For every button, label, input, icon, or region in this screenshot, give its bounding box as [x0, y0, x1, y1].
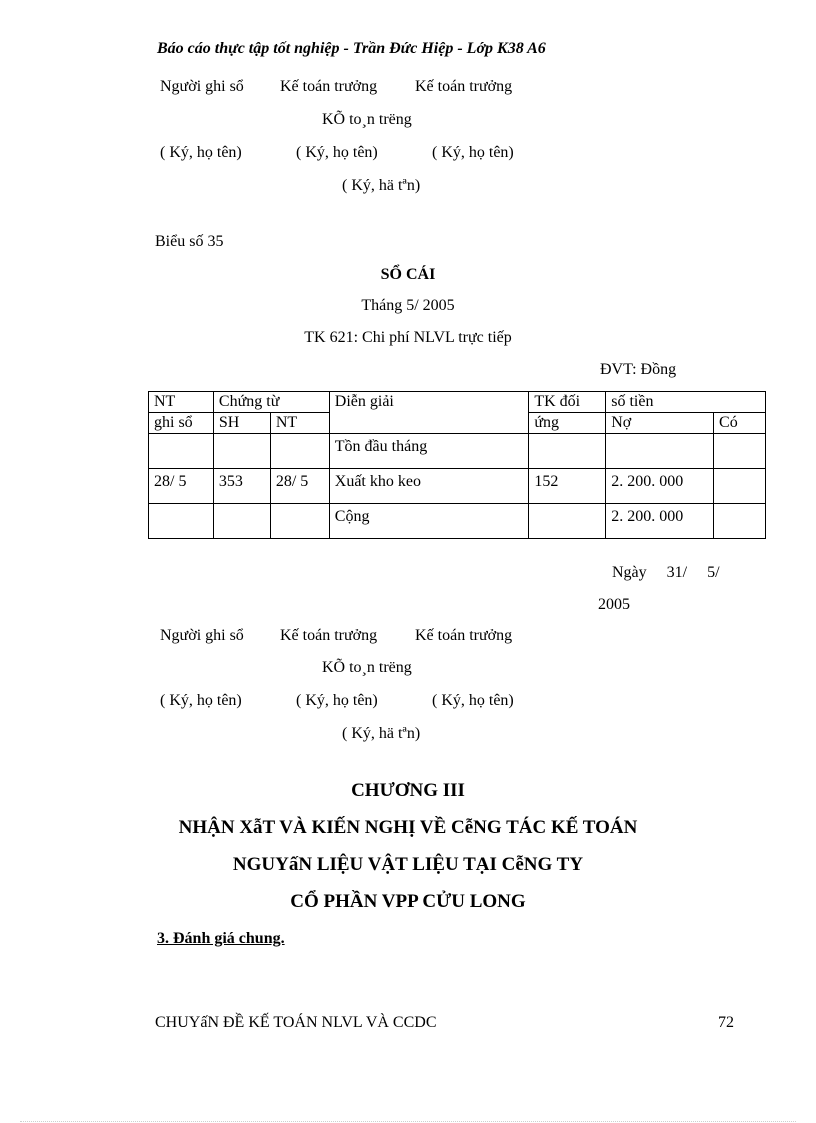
chapter-number: CHƯƠNG III	[351, 780, 465, 801]
exhibit-label: Biểu số 35	[155, 233, 224, 250]
ledger-title: SỔ CÁI	[380, 266, 436, 283]
page-number: 72	[718, 1014, 734, 1031]
role-chief-accountant-2: Kế toán trưởng	[415, 78, 513, 95]
header-no: Nợ	[606, 413, 714, 434]
cell-co	[714, 469, 766, 504]
ledger-account: TK 621: Chi phí NLVL trực tiếp	[304, 329, 512, 346]
sign-note-garbled: ( Ký, hä tªn)	[342, 725, 421, 742]
role-recorder: Người ghi sổ	[160, 78, 244, 95]
footer-title: CHUYấN ĐỀ KẾ TOÁN NLVL VÀ CCDC	[155, 1014, 437, 1031]
table-row	[149, 469, 766, 504]
role-chief-accountant: Kế toán trưởng	[280, 78, 378, 95]
currency-unit: ĐVT: Đồng	[600, 361, 677, 378]
cell-dien-giai: Tồn đầu tháng	[329, 434, 529, 469]
sign-note-1: ( Ký, họ tên)	[160, 692, 242, 709]
table-header-row	[149, 392, 766, 413]
date-line-1: Ngày 31/ 5/	[612, 564, 720, 581]
role-garbled: KÕ to¸n trëng	[322, 111, 412, 128]
cell-tk	[529, 434, 606, 469]
table-row	[149, 504, 766, 539]
cell-dien-giai: Xuất kho keo	[329, 469, 529, 504]
cell-nt2	[270, 434, 329, 469]
cell-nt: 28/ 5	[149, 469, 214, 504]
role-garbled: KÕ to¸n trëng	[322, 659, 412, 676]
cell-co	[714, 504, 766, 539]
sign-note-garbled: ( Ký, hä tªn)	[342, 177, 421, 194]
cell-no: 2. 200. 000	[606, 469, 714, 504]
chapter-title-line-1: NHẬN XẫT VÀ KIẾN NGHỊ VỀ CễNG TÁC KẾ TOÁN	[178, 817, 638, 838]
cell-sh	[213, 504, 270, 539]
header-tk: TK đối	[529, 392, 606, 413]
chapter-title-line-3: CỔ PHẦN VPP CỬU LONG	[290, 891, 526, 912]
header-sh: SH	[213, 413, 270, 434]
cell-sh	[213, 434, 270, 469]
header-nt: NT	[149, 392, 214, 413]
header-nt-sub: NT	[270, 413, 329, 434]
cell-nt	[149, 504, 214, 539]
cell-nt2: 28/ 5	[270, 469, 329, 504]
chapter-title-line-2: NGUYấN LIỆU VẬT LIỆU TẠI CễNG TY	[232, 854, 584, 875]
section-heading: 3. Đánh giá chung.	[157, 930, 285, 947]
role-chief-accountant: Kế toán trưởng	[280, 627, 378, 644]
cell-no: 2. 200. 000	[606, 504, 714, 539]
sign-note-3: ( Ký, họ tên)	[432, 144, 514, 161]
date-line-2: 2005	[598, 596, 630, 613]
cell-tk: 152	[529, 469, 606, 504]
cell-nt	[149, 434, 214, 469]
cell-dien-giai: Cộng	[329, 504, 529, 539]
role-recorder: Người ghi sổ	[160, 627, 244, 644]
header-dien-giai: Diễn giải	[329, 392, 529, 434]
header-ghi-so: ghi sổ	[149, 413, 214, 434]
cell-sh: 353	[213, 469, 270, 504]
cell-no	[606, 434, 714, 469]
running-header: Báo cáo thực tập tốt nghiệp - Trần Đức Hiệp - Lớp K38 A6	[157, 40, 546, 57]
cell-nt2	[270, 504, 329, 539]
cell-tk	[529, 504, 606, 539]
page-bottom-rule	[20, 1121, 796, 1122]
header-doi-ung: ứng	[529, 413, 606, 434]
ledger-month: Tháng 5/ 2005	[361, 297, 455, 314]
header-chung-tu: Chứng từ	[213, 392, 329, 413]
sign-note-2: ( Ký, họ tên)	[296, 144, 378, 161]
header-so-tien: số tiền	[606, 392, 766, 413]
role-chief-accountant-2: Kế toán trưởng	[415, 627, 513, 644]
sign-note-2: ( Ký, họ tên)	[296, 692, 378, 709]
header-co: Có	[714, 413, 766, 434]
cell-co	[714, 434, 766, 469]
ledger-table	[148, 391, 766, 539]
sign-note-3: ( Ký, họ tên)	[432, 692, 514, 709]
sign-note-1: ( Ký, họ tên)	[160, 144, 242, 161]
table-row	[149, 434, 766, 469]
